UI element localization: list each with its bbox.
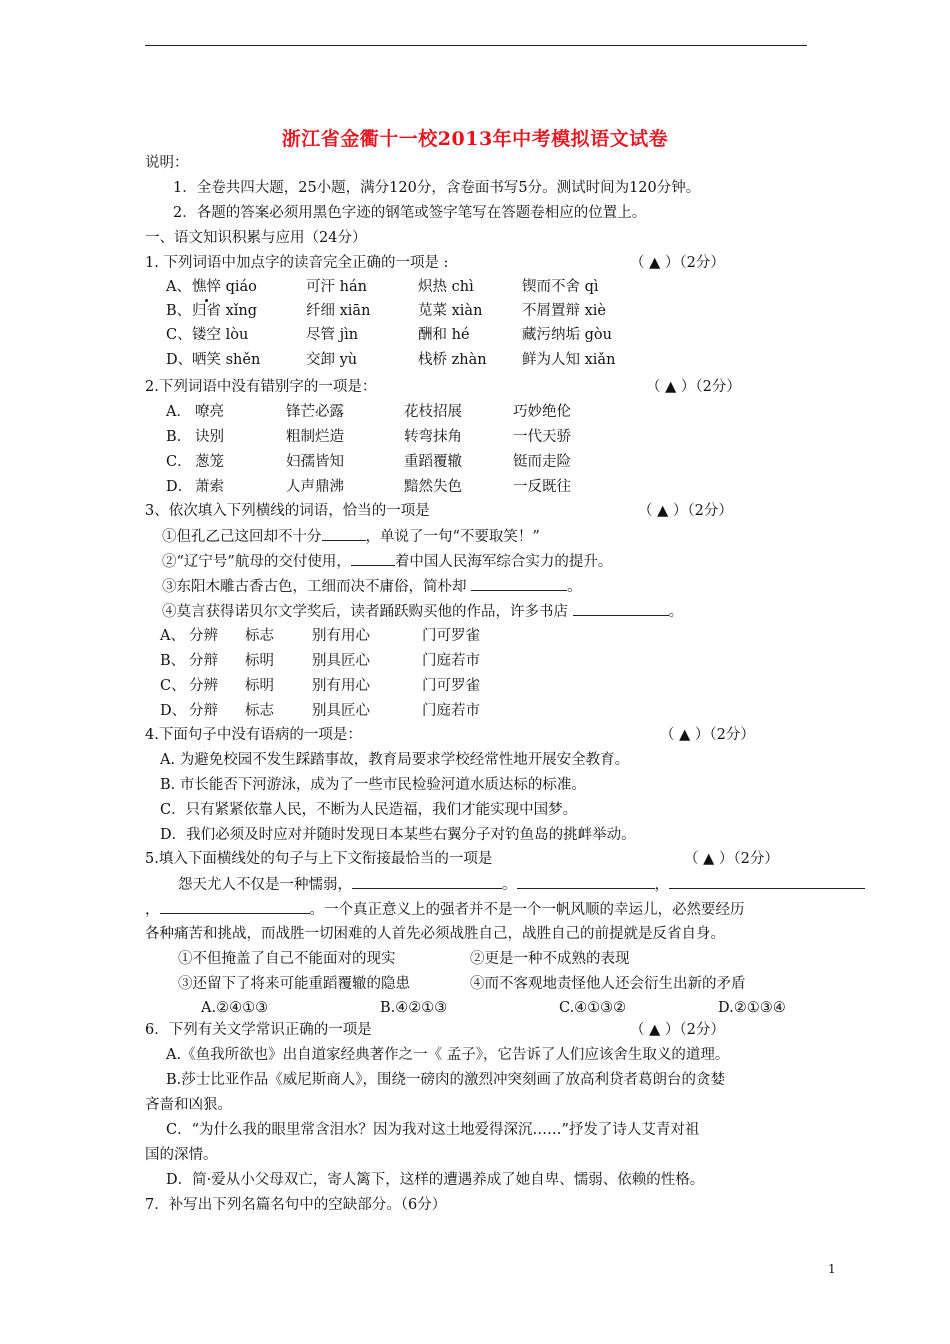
q3-word: 标明 [245, 678, 274, 694]
q3-option-label: D、 [160, 703, 187, 719]
q1-word: 憔悴 qiáo [192, 279, 257, 295]
q3-word: 标志 [245, 703, 274, 719]
q1-word: 炽热 chì [418, 279, 474, 295]
q2-stem: 2.下列词语中没有错别字的一项是： [145, 379, 377, 395]
q6-option-d: D．简·爱从小父母双亡，寄人篱下，这样的遭遇养成了她自卑、懦弱、依赖的性格。 [166, 1172, 705, 1188]
q2-word: 粗制烂造 [286, 429, 344, 445]
q3-sentence-1: ①但孔乙己这回却不十分 ，单说了一句“不要取笑！” [162, 526, 540, 547]
page-title: 浙江省金衢十一校2013年中考模拟语文试卷 [281, 128, 669, 150]
q3-word: 分辨 [189, 628, 218, 644]
q3-word: 分辩 [189, 653, 218, 669]
q3-word: 标明 [245, 653, 274, 669]
q1-option-label: D、 [166, 352, 193, 368]
q1-word: 栈桥 zhàn [418, 352, 487, 368]
q2-word: 锋芒必露 [286, 404, 344, 420]
q1-word: 藏污纳垢 gòu [522, 327, 612, 343]
q5-clause-4: ④而不客观地责怪他人还会衍生出新的矛盾 [470, 976, 746, 992]
q1-word: 归省 xǐng [192, 303, 258, 319]
q3-sentence-2: ②“辽宁号”航母的交付使用， 着中国人民海军综合实力的提升。 [162, 551, 612, 572]
q5-passage-line-1: 怨天尤人不仅是一种懦弱， 。 ， [178, 874, 865, 895]
q4-option-d: D．我们必须及时应对并随时发现日本某些右翼分子对钓鱼岛的挑衅举动。 [160, 827, 636, 843]
q3-word: 门可罗雀 [422, 678, 480, 694]
q3-word: 别有用心 [312, 678, 370, 694]
q5-option-c: C.④①③② [559, 1000, 627, 1016]
q4-option-a: A. 为避免校园不发生踩踏事故，教育局要求学校经常性地开展安全教育。 [160, 752, 630, 768]
q3-word: 门庭若市 [422, 653, 480, 669]
q1-option-label: B、 [166, 303, 192, 319]
q1-word: 交卸 yù [306, 352, 358, 368]
header-rule [145, 45, 807, 46]
q2-word: 葱笼 [195, 454, 224, 470]
q1-word: 尽管 jìn [306, 327, 359, 343]
q3-sentence-3: ③东阳木雕古香古色，工细而决不庸俗，简朴却 。 [162, 576, 582, 597]
q2-word: 一反既往 [513, 479, 571, 495]
q7-stem: 7．补写出下列名篇名句中的空缺部分。（6分） [145, 1197, 447, 1213]
intro-label: 说明： [145, 155, 189, 171]
q3-option-label: B、 [160, 653, 186, 669]
q1-word: 镂空 lòu [192, 327, 249, 343]
q3-stem: 3、依次填入下列横线的词语，恰当的一项是 [145, 503, 430, 519]
q3-word: 门可罗雀 [422, 628, 480, 644]
q3-word: 分辨 [189, 678, 218, 694]
q3-option-label: C、 [160, 678, 186, 694]
q2-option-label: A． [166, 404, 191, 420]
q1-word: 鲜为人知 xiǎn [522, 352, 616, 368]
q6-score: （ ▲ ）（2分） [630, 1022, 725, 1038]
q3-word: 门庭若市 [422, 703, 480, 719]
q1-word: 锲而不舍 qì [522, 279, 599, 295]
q2-word: 铤而走险 [513, 454, 571, 470]
q1-word: 可汗 hán [306, 279, 367, 295]
q4-score: （ ▲ ）（2分） [660, 727, 755, 743]
q5-clause-3: ③还留下了将来可能重蹈覆辙的隐患 [178, 976, 410, 992]
q3-word: 别有用心 [312, 628, 370, 644]
intro-item-1: 1．全卷共四大题，25小题，满分120分，含卷面书写5分。测试时间为120分钟。 [173, 180, 701, 196]
q2-word: 重蹈覆辙 [404, 454, 462, 470]
q1-word: 不屑置辩 xiè [522, 303, 607, 319]
q5-stem: 5.填入下面横线处的句子与上下文衔接最恰当的一项是 [145, 851, 493, 867]
q4-option-b: B. 市长能否下河游泳，成为了一些市民检验河道水质达标的标准。 [160, 777, 586, 793]
q1-option-label: C、 [166, 327, 192, 343]
q2-word: 妇孺皆知 [286, 454, 344, 470]
q5-clause-1: ①不但掩盖了自己不能面对的现实 [178, 951, 396, 967]
q3-score: （ ▲ ）（2分） [638, 503, 733, 519]
q5-option-a: A.②④①③ [201, 1000, 269, 1016]
q5-option-b: B.④②①③ [380, 1000, 448, 1016]
q1-word: 酬和 hé [418, 327, 470, 343]
q1-word: 苋菜 xiàn [418, 303, 483, 319]
q2-option-label: B． [166, 429, 192, 445]
q2-option-label: D． [166, 479, 193, 495]
q6-option-b-line-2: 吝啬和凶狠。 [145, 1097, 232, 1113]
q2-score: （ ▲ ）（2分） [646, 379, 741, 395]
q3-sentence-4: ④莫言获得诺贝尔文学奖后，读者踊跃购买他的作品，许多书店 。 [162, 601, 683, 622]
q4-stem: 4.下面句子中没有语病的一项是： [145, 727, 362, 743]
q2-word: 嘹亮 [195, 404, 224, 420]
q2-word: 人声鼎沸 [286, 479, 344, 495]
q1-option-label: A、 [166, 279, 191, 295]
q3-word: 别具匠心 [312, 653, 370, 669]
q3-option-label: A、 [160, 628, 185, 644]
q5-passage-line-2: ， 。一个真正意义上的强者并不是一个一帆风顺的幸运儿，必然要经历 [145, 899, 745, 920]
page-number: 1 [828, 1262, 836, 1276]
q6-option-a: A.《鱼我所欲也》出自道家经典著作之一《 孟子》，它告诉了人们应该舍生取义的道理。 [166, 1047, 730, 1063]
q5-score: （ ▲ ）（2分） [684, 851, 779, 867]
q1-word: 纤细 xiān [306, 303, 371, 319]
q6-option-c-line-2: 国的深情。 [145, 1147, 218, 1163]
q1-score: （ ▲ ）（2分） [630, 255, 725, 271]
q1-word: 哂笑 shěn [192, 352, 261, 368]
q3-word: 别具匠心 [312, 703, 370, 719]
q4-option-c: C．只有紧紧依靠人民，不断为人民造福，我们才能实现中国梦。 [160, 802, 578, 818]
q2-option-label: C． [166, 454, 192, 470]
intro-item-2: 2．各题的答案必须用黑色字迹的钢笔或签字笔写在答题卷相应的位置上。 [173, 205, 647, 221]
q5-clause-2: ②更是一种不成熟的表现 [470, 951, 630, 967]
q1-stem: 1. 下列词语中加点字的读音完全正确的一项是 : [145, 255, 449, 271]
q3-word: 分辩 [189, 703, 218, 719]
q6-stem: 6．下列有关文学常识正确的一项是 [145, 1022, 372, 1038]
q2-word: 黯然失色 [404, 479, 462, 495]
q2-word: 诀别 [195, 429, 224, 445]
q6-option-c-line-1: C．“为什么我的眼里常含泪水？因为我对这土地爱得深沉……”抒发了诗人艾青对祖 [166, 1122, 700, 1138]
q5-passage-line-3: 各种痛苦和挑战，而战胜一切困难的人首先必须战胜自己，战胜自己的前提就是反省自身。 [145, 926, 725, 942]
q2-word: 转弯抹角 [404, 429, 462, 445]
q3-word: 标志 [245, 628, 274, 644]
section-heading-1: 一、语文知识积累与应用（24分） [145, 230, 367, 246]
q5-option-d: D.②①③④ [718, 1000, 786, 1016]
q6-option-b-line-1: B.莎士比亚作品《威尼斯商人》，围绕一磅肉的激烈冲突刻画了放高利贷者葛朗台的贪婪 [166, 1072, 726, 1088]
q2-word: 萧索 [195, 479, 224, 495]
q2-word: 花枝招展 [404, 404, 462, 420]
q2-word: 一代天骄 [513, 429, 571, 445]
q2-word: 巧妙绝伦 [513, 404, 571, 420]
